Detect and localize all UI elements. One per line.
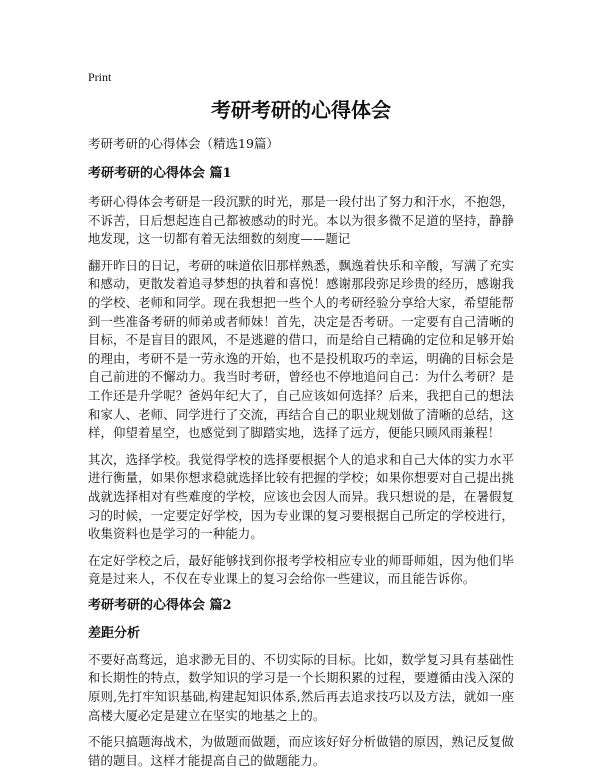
paragraph: 在定好学校之后，最好能够找到你报考学校相应专业的师哥师姐，因为他们毕竟是过来人，不仅在专业课上的复习会给你一些建议，而且能告诉你。 [88,552,514,587]
document-subtitle: 考研考研的心得体会（精选19篇） [88,136,279,151]
paragraph: 不能只搞题海战术，为做题而做题，而应该好好分析做错的原因，熟记反复做错的题目。这样才能提高自己的做题能力。 [88,734,514,768]
page-title: 考研考研的心得体会 [211,98,391,122]
sub-heading: 差距分析 [88,625,141,641]
paragraph: 其次，选择学校。我觉得学校的选择要根据个人的追求和自己大体的实力水平进行衡量，如果你想求稳就选择比较有把握的学校；如果你想要对自己提出挑战就选择相对有些难度的学校，应该也会因人而异。我只想说的是，在暑假复习的时候，一定要定好学校，因为专业课的复习要根据自己所定的学校进行，收集资料也是学习的一种能力。 [88,451,514,542]
paragraph: 考研心得体会考研是一段沉默的时光，那是一段付出了努力和汗水，不抱怨，不诉苦，日后想起连自己都被感动的时光。本以为很多微不足道的坚持，静静地发现，这一切都有着无法细数的刻度——题记 [88,194,514,247]
paragraph: 不要好高骛远，追求渺无目的、不切实际的目标。比如，数学复习具有基础性和长期性的特点，数学知识的学习是一个长期积累的过程，要遵循由浅入深的原则,先打牢知识基础,构建起知识体系,然后再去追求技巧以及方法，就如一座高楼大厦必定是建立在坚实的地基之上的。 [88,651,514,723]
paragraph: 翻开昨日的日记，考研的味道依旧那样熟悉，飘逸着快乐和辛酸，写满了充实和感动，更散发着追寻梦想的执着和喜悦！感谢那段弥足珍贵的经历，感谢我的学校、老师和同学。现在我想把一些个人的考研经验分享给大家，希望能帮到一些准备考研的师弟或者师妹！首先，决定是否考研。一定要有自己清晰的目标，不是盲目的跟风，不是逃避的借口，而是给自己精确的定位和足够开始的理由，考研不是一劳永逸的开始，也不是投机取巧的幸运，明确的目标会是自己前进的不懈动力。我当时考研，曾经也不停地追问自己：为什么考研？是工作还是升学呢？爸妈年纪大了，自己应该如何选择？后来，我把自己的想法和家人、老师、同学进行了交流，再结合自己的职业规划做了清晰的总结，这样，仰望着星空，也感觉到了脚踏实地，选择了远方，便能只顾风雨兼程！ [88,257,514,441]
section-heading-1: 考研考研的心得体会 篇1 [88,166,232,181]
section-heading-2: 考研考研的心得体会 篇2 [88,597,232,613]
print-label: Print [88,70,112,84]
